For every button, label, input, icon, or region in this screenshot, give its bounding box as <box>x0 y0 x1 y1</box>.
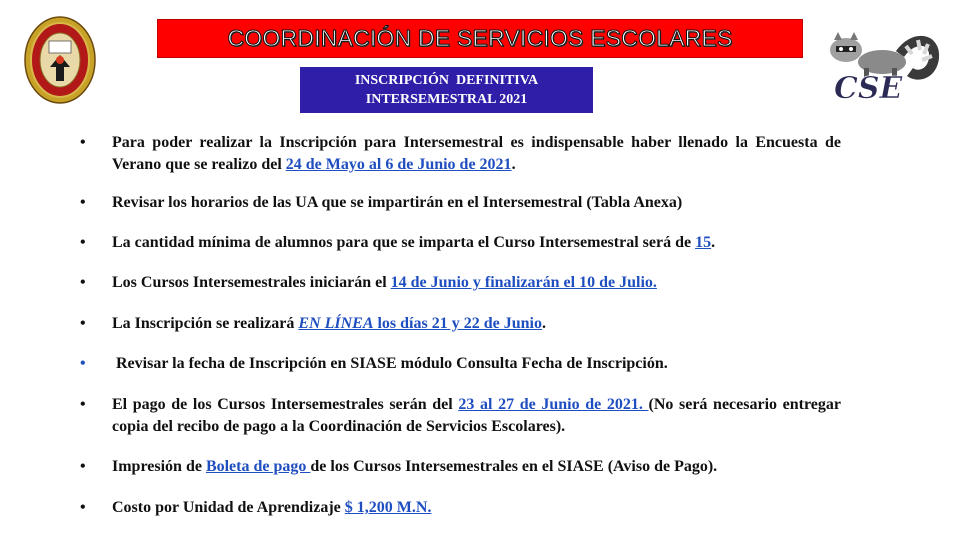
item-text: Para poder realizar la Inscripción para Intersemestral es indispensable haber llenado la Encuesta de Verano que se realizo del <box>112 134 841 173</box>
subtitle-line-2: INTERSEMESTRAL 2021 <box>365 92 528 107</box>
list-item <box>79 313 841 335</box>
bullet-marker: • <box>80 458 86 475</box>
cost-link[interactable]: $ 1,200 M.N. <box>344 499 432 516</box>
bullet-marker: • <box>80 274 86 291</box>
bullet-marker: • <box>80 194 86 211</box>
payment-slip-link[interactable]: Boleta de pago <box>205 458 311 475</box>
minimum-students-link[interactable]: 15 <box>695 234 712 251</box>
cse-raccoon-logo <box>822 24 940 104</box>
list-item <box>79 272 841 294</box>
list-item <box>79 394 841 438</box>
bullet-marker: • <box>80 499 86 516</box>
bullet-marker: • <box>80 355 86 372</box>
registration-days: los días 21 y 22 de Junio <box>373 315 542 332</box>
title-banner <box>157 19 803 58</box>
list-item <box>79 232 841 254</box>
item-text: Impresión de <box>112 458 206 475</box>
list-item <box>79 456 841 478</box>
list-item <box>79 132 841 176</box>
item-text: La cantidad mínima de alumnos para que se imparta el Curso Intersemestral será de <box>112 234 696 251</box>
item-text: Costo por Unidad de Aprendizaje <box>112 499 345 516</box>
item-text: de los Cursos Intersemestrales en el SIASE (Aviso de Pago). <box>310 458 718 475</box>
item-text: Revisar la fecha de Inscripción en SIASE módulo Consulta Fecha de Inscripción. <box>112 355 668 372</box>
item-text: . <box>711 234 716 251</box>
item-text: (No será necesario entregar copia del recibo de pago a la Coordinación de Servicios Escolares). <box>112 396 842 435</box>
list-item <box>79 353 841 375</box>
item-text: . <box>511 156 516 173</box>
item-text: La Inscripción se realizará <box>112 315 299 332</box>
date-range-link[interactable]: 24 de Mayo al 6 de Junio de 2021 <box>285 156 512 173</box>
item-text: . <box>541 315 546 332</box>
item-text: Revisar los horarios de las UA que se impartirán en el Intersemestral (Tabla Anexa) <box>112 194 683 211</box>
subtitle-line-1: INSCRIPCIÓN DEFINITIVA <box>354 73 539 88</box>
item-text: Los Cursos Intersemestrales iniciarán el <box>112 274 391 291</box>
course-dates-link[interactable]: 14 de Junio y finalizarán el 10 de Julio. <box>390 274 657 291</box>
bullet-marker: • <box>80 396 86 413</box>
list-item <box>79 497 841 519</box>
item-text: El pago de los Cursos Intersemestrales serán del <box>112 396 459 413</box>
bullet-marker: • <box>80 134 86 151</box>
list-item <box>79 192 841 214</box>
page-title: COORDINACIÓN DE SERVICIOS ESCOLARES <box>227 25 733 51</box>
bullet-marker: • <box>80 315 86 332</box>
bullet-marker: • <box>80 234 86 251</box>
online-registration-link[interactable] <box>298 315 542 332</box>
cse-logo-text: CSE <box>834 71 903 104</box>
payment-dates-link[interactable]: 23 al 27 de Junio de 2021. <box>458 396 649 413</box>
subtitle-box <box>300 67 593 113</box>
online-emphasis: EN LÍNEA <box>298 315 374 332</box>
university-seal-logo <box>24 15 96 105</box>
